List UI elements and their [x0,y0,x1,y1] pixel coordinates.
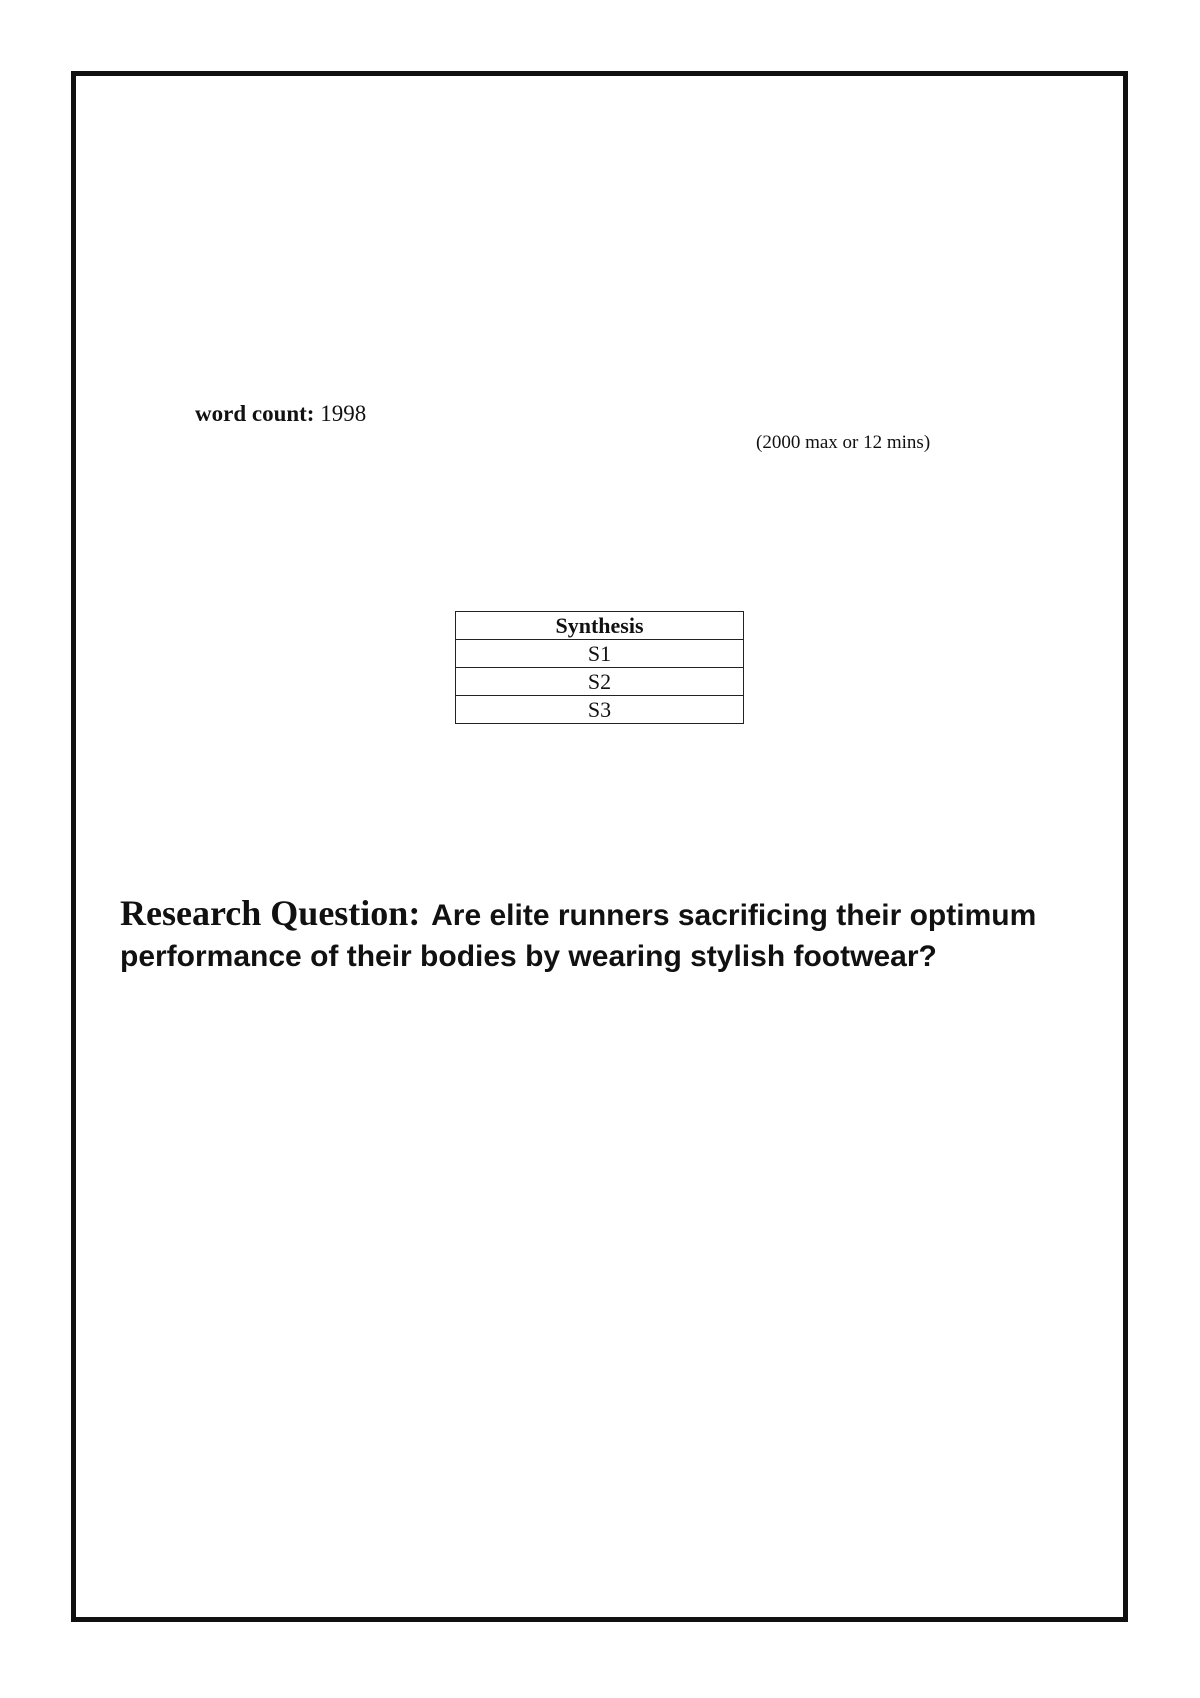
table-row [456,696,744,724]
page-border-frame [71,71,1128,1622]
table-header-row [456,612,744,640]
research-question-label: Research Question: [120,893,421,933]
synthesis-table [455,611,744,724]
word-count-value: 1998 [320,401,367,426]
table-cell-s1: S1 [456,640,744,668]
table-cell-s2: S2 [456,668,744,696]
research-question [120,893,1110,977]
table-row [456,640,744,668]
word-count [195,400,366,428]
table-row [456,668,744,696]
table-header-synthesis: Synthesis [456,612,744,640]
word-count-label: word count: [195,401,315,426]
word-limit-note: (2000 max or 12 mins) [756,432,931,453]
research-question-text: Are elite runners sacrificing their optimum performance of their bodies by wearing stylish footwear? [120,899,1037,973]
table-cell-s3: S3 [456,696,744,724]
